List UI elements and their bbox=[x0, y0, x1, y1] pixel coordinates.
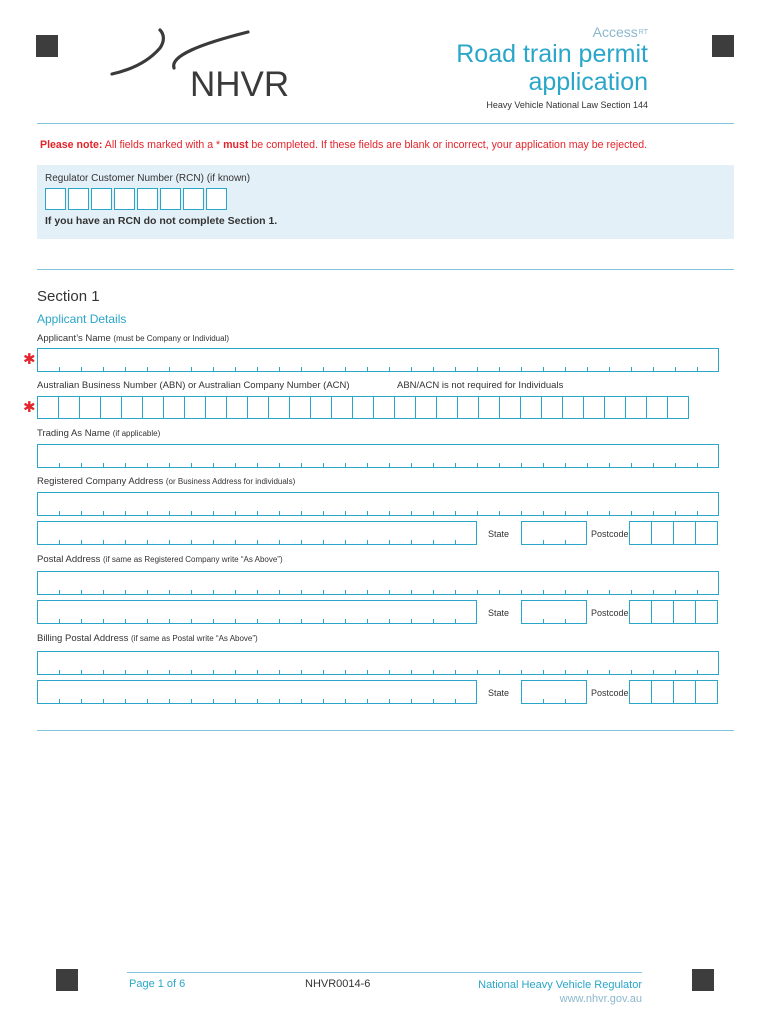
abn-cell[interactable] bbox=[520, 396, 542, 419]
applicant-name-input[interactable] bbox=[37, 348, 719, 372]
corner-mark-top-left bbox=[36, 35, 58, 57]
state-label: State bbox=[488, 608, 510, 618]
postcode-label: Postcode bbox=[591, 688, 629, 698]
billing-address-line1[interactable] bbox=[37, 651, 719, 675]
rcn-cell[interactable] bbox=[160, 188, 181, 210]
required-icon: ✱ bbox=[23, 399, 36, 416]
applicant-name-label: Applicant’s Name (must be Company or Individual) bbox=[37, 333, 230, 344]
required-icon: ✱ bbox=[23, 351, 36, 368]
billing-address-label: Billing Postal Address (if same as Postal write “As Above”) bbox=[37, 633, 258, 644]
billing-state-input[interactable] bbox=[521, 680, 587, 704]
abn-cell[interactable] bbox=[415, 396, 437, 419]
rcn-cell[interactable] bbox=[114, 188, 135, 210]
postal-postcode-input[interactable] bbox=[629, 600, 717, 624]
rcn-panel bbox=[37, 165, 734, 239]
rcn-cell[interactable] bbox=[68, 188, 89, 210]
abn-label: Australian Business Number (ABN) or Australian Company Number (ACN) bbox=[37, 380, 350, 391]
billing-address-line2[interactable] bbox=[37, 680, 477, 704]
form-code: NHVR0014-6 bbox=[305, 978, 371, 990]
postcode-cell[interactable] bbox=[695, 680, 718, 704]
abn-cell[interactable] bbox=[205, 396, 227, 419]
corner-mark-bottom-left bbox=[56, 969, 78, 991]
registered-address-label: Registered Company Address (or Business Address for individuals) bbox=[37, 476, 296, 487]
postcode-cell[interactable] bbox=[673, 680, 696, 704]
divider-bottom bbox=[37, 730, 734, 731]
abn-cell[interactable] bbox=[667, 396, 689, 419]
abn-cell[interactable] bbox=[100, 396, 122, 419]
abn-cell[interactable] bbox=[583, 396, 605, 419]
abn-cell[interactable] bbox=[562, 396, 584, 419]
nhvr-logo-text: NHVR bbox=[190, 65, 290, 102]
abn-cell[interactable] bbox=[37, 396, 59, 419]
rcn-cell[interactable] bbox=[91, 188, 112, 210]
abn-input[interactable] bbox=[37, 396, 688, 419]
rcn-cell[interactable] bbox=[206, 188, 227, 210]
registered-postcode-input[interactable] bbox=[629, 521, 717, 545]
divider-top bbox=[37, 123, 734, 124]
registered-address-line2[interactable] bbox=[37, 521, 477, 545]
postcode-cell[interactable] bbox=[673, 600, 696, 624]
rcn-cell[interactable] bbox=[183, 188, 204, 210]
abn-cell[interactable] bbox=[226, 396, 248, 419]
postcode-cell[interactable] bbox=[651, 680, 674, 704]
abn-cell[interactable] bbox=[604, 396, 626, 419]
applicant-details-heading: Applicant Details bbox=[37, 312, 127, 326]
state-label: State bbox=[488, 688, 510, 698]
postal-address-line2[interactable] bbox=[37, 600, 477, 624]
registered-address-line1[interactable] bbox=[37, 492, 719, 516]
abn-cell[interactable] bbox=[247, 396, 269, 419]
abn-note: ABN/ACN is not required for Individuals bbox=[397, 380, 564, 391]
postcode-cell[interactable] bbox=[695, 600, 718, 624]
abn-cell[interactable] bbox=[184, 396, 206, 419]
postcode-label: Postcode bbox=[591, 608, 629, 618]
corner-mark-bottom-right bbox=[692, 969, 714, 991]
access-rt-label: Access$^{RT}$ bbox=[592, 24, 648, 40]
regulator-name: National Heavy Vehicle Regulator bbox=[478, 979, 642, 991]
abn-cell[interactable] bbox=[310, 396, 332, 419]
trading-name-label: Trading As Name (if applicable) bbox=[37, 428, 161, 439]
nhvr-logo bbox=[108, 26, 308, 102]
postcode-label: Postcode bbox=[591, 529, 629, 539]
section-title: Section 1 bbox=[37, 288, 100, 305]
corner-mark-top-right bbox=[712, 35, 734, 57]
abn-cell[interactable] bbox=[163, 396, 185, 419]
abn-cell[interactable] bbox=[478, 396, 500, 419]
rcn-hint: If you have an RCN do not complete Section 1. bbox=[45, 215, 278, 227]
page-title: Road train permit application bbox=[456, 40, 648, 96]
postal-address-label: Postal Address (if same as Registered Company write “As Above”) bbox=[37, 554, 283, 565]
postcode-cell[interactable] bbox=[673, 521, 696, 545]
trading-name-input[interactable] bbox=[37, 444, 719, 468]
state-label: State bbox=[488, 529, 510, 539]
abn-cell[interactable] bbox=[268, 396, 290, 419]
billing-postcode-input[interactable] bbox=[629, 680, 717, 704]
divider-section bbox=[37, 269, 734, 270]
abn-cell[interactable] bbox=[436, 396, 458, 419]
website-link[interactable]: www.nhvr.gov.au bbox=[559, 993, 642, 1005]
abn-cell[interactable] bbox=[457, 396, 479, 419]
registered-state-input[interactable] bbox=[521, 521, 587, 545]
abn-cell[interactable] bbox=[541, 396, 563, 419]
abn-cell[interactable] bbox=[625, 396, 647, 419]
page-subtitle: Heavy Vehicle National Law Section 144 bbox=[486, 100, 648, 110]
postcode-cell[interactable] bbox=[651, 521, 674, 545]
rcn-input[interactable] bbox=[45, 188, 227, 210]
please-note: Please note: All fields marked with a * must be completed. If these fields are blank or incorrect, your application may be rejected. bbox=[40, 139, 648, 151]
abn-cell[interactable] bbox=[58, 396, 80, 419]
abn-cell[interactable] bbox=[331, 396, 353, 419]
postcode-cell[interactable] bbox=[629, 600, 652, 624]
abn-cell[interactable] bbox=[352, 396, 374, 419]
footer-divider bbox=[127, 972, 642, 973]
abn-cell[interactable] bbox=[142, 396, 164, 419]
abn-cell[interactable] bbox=[499, 396, 521, 419]
rcn-cell[interactable] bbox=[45, 188, 66, 210]
postcode-cell[interactable] bbox=[629, 680, 652, 704]
rcn-cell[interactable] bbox=[137, 188, 158, 210]
rcn-label: Regulator Customer Number (RCN) (if known) bbox=[45, 173, 251, 184]
abn-cell[interactable] bbox=[289, 396, 311, 419]
page-number: Page 1 of 6 bbox=[129, 978, 186, 990]
postcode-cell[interactable] bbox=[651, 600, 674, 624]
abn-cell[interactable] bbox=[79, 396, 101, 419]
abn-cell[interactable] bbox=[646, 396, 668, 419]
abn-cell[interactable] bbox=[373, 396, 395, 419]
abn-cell[interactable] bbox=[121, 396, 143, 419]
postal-state-input[interactable] bbox=[521, 600, 587, 624]
abn-cell[interactable] bbox=[394, 396, 416, 419]
postal-address-line1[interactable] bbox=[37, 571, 719, 595]
postcode-cell[interactable] bbox=[629, 521, 652, 545]
postcode-cell[interactable] bbox=[695, 521, 718, 545]
